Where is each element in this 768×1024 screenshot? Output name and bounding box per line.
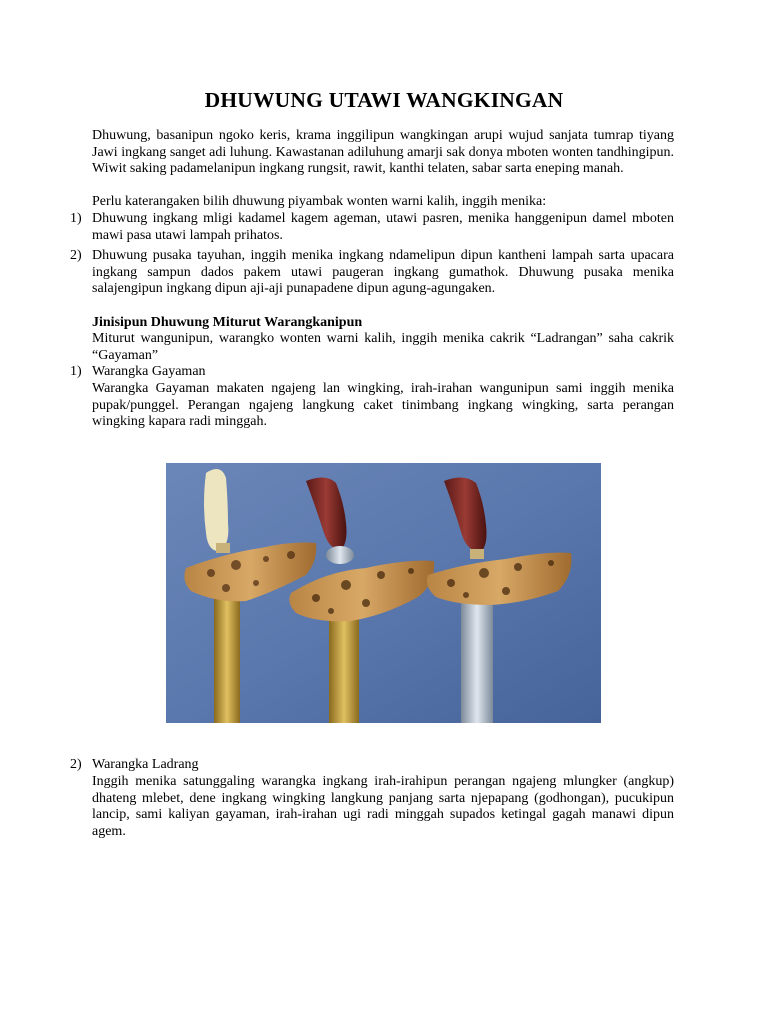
intro-paragraph-2: Perlu katerangaken bilih dhuwung piyambak wonten warni kalih, inggih menika: bbox=[92, 194, 547, 209]
warangka-gayaman-heading: Warangka Gayaman bbox=[92, 364, 206, 379]
list-item: Dhuwung ingkang mligi kadamel kagem ageman, utawi pasren, menika hanggenipun damel mboten mawi pasa utawi lampah prihatos. bbox=[92, 211, 674, 243]
list-item-number: 2) bbox=[70, 757, 82, 772]
list-item-number: 2) bbox=[70, 248, 82, 263]
intro-paragraph: Dhuwung, basanipun ngoko keris, krama inggilipun wangkingan arupi wujud sanjata tumrap tiyang Jawi ingkang sanget adi luhung. Kawastanan adiluhung amarji sak donya mboten wonten tandhingipun. Wiwit saking padamelanipun ingkang rungsit, rawit, kanthi telaten, sabar sarta eneping manah. bbox=[92, 128, 674, 177]
warangka-ladrang-description: Inggih menika satunggaling warangka ingkang irah-irahipun perangan ngajeng mlungker (angkup) dhateng mlebet, dene ingkang wingking langkung panjang sarta njepapang (godhongan), pucukipun lancip, sami kaliyan gayaman, irah-irahan ugi radi minggah supados ketingal gagah manawi dipun agem. bbox=[92, 774, 674, 839]
warangka-ladrang-heading: Warangka Ladrang bbox=[92, 757, 199, 772]
section-intro: Miturut wangunipun, warangko wonten warni kalih, inggih menika cakrik “Ladrangan” saha cakrik “Gayaman” bbox=[92, 331, 674, 363]
keris-photo bbox=[166, 463, 601, 723]
section-heading: Jinisipun Dhuwung Miturut Warangkanipun bbox=[92, 315, 363, 330]
list-item-number: 1) bbox=[70, 364, 82, 379]
list-item-number: 1) bbox=[70, 211, 82, 226]
document-title: DHUWUNG UTAWI WANGKINGAN bbox=[204, 88, 564, 112]
warangka-gayaman-description: Warangka Gayaman makaten ngajeng lan wingking, irah-irahan wangunipun sami inggih menika pupak/punggel. Perangan ngajeng langkung caket tinimbang ingkang wingking, sarta perangan wingking kapara radi minggah. bbox=[92, 381, 674, 430]
list-item: Dhuwung pusaka tayuhan, inggih menika ingkang ndamelipun dipun kantheni lampah sarta upacara ingkang sampun dados pakem utawi paugeran ingkang gumathok. Dhuwung pusaka menika salajengipun ingkang dipun aji-aji punapadene dipun agung-agungaken. bbox=[92, 248, 674, 297]
